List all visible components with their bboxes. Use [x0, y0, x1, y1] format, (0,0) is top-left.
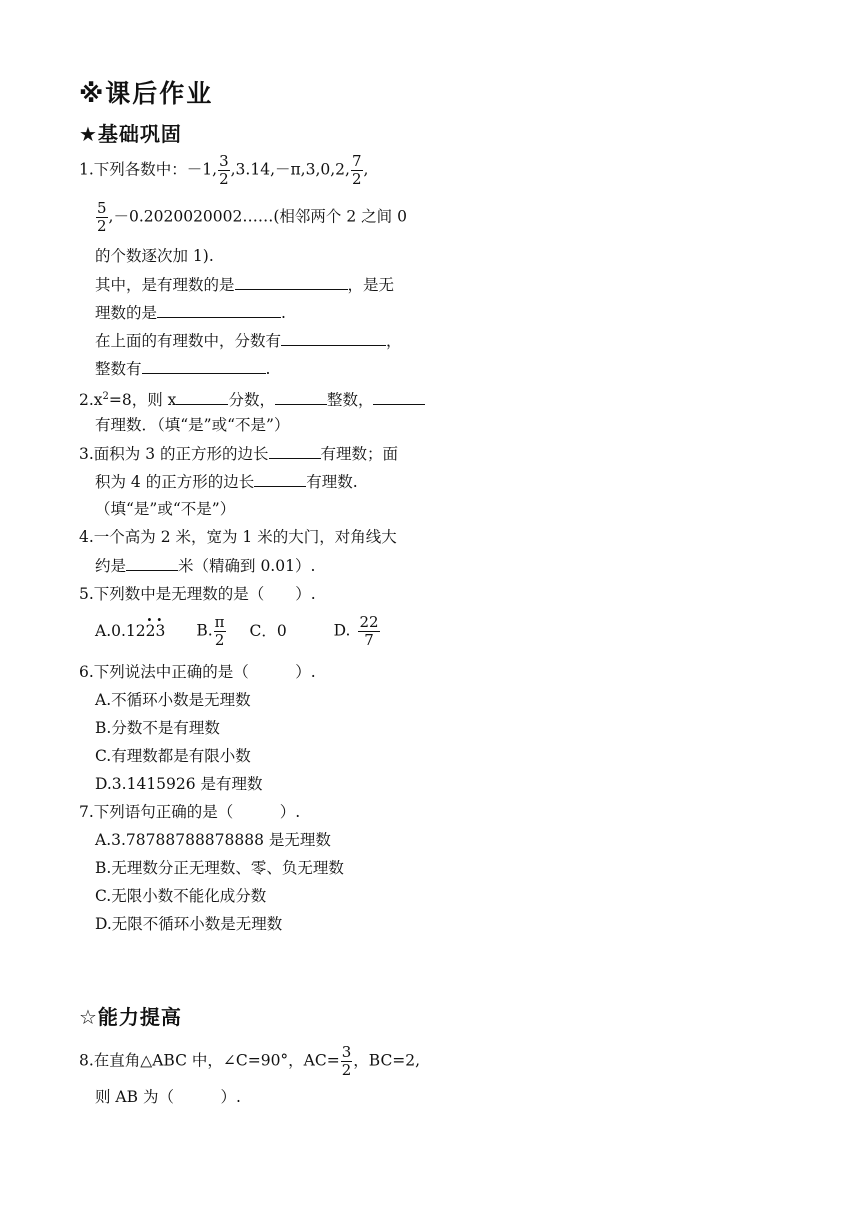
fraction-pi-2: $\frac{\pi}{2}$	[214, 613, 225, 649]
q5-option-c[interactable]: C．0	[249, 621, 287, 640]
q3-line2: 积为 4 的正方形的边长 有理数.	[95, 473, 358, 491]
answer-blank[interactable]	[235, 274, 348, 290]
q7-option-d[interactable]: D.无限不循环小数是无理数	[95, 915, 283, 933]
q6-option-b[interactable]: B.分数不是有理数	[95, 719, 220, 737]
fraction-7-2: $\frac{7}{2}$	[351, 152, 362, 188]
fraction-3-2: $\frac{3}{2}$	[219, 152, 229, 188]
q5-stem: 5.下列数中是无理数的是（ ）.	[79, 585, 316, 603]
q6-stem: 6.下列说法中正确的是（ ）.	[79, 663, 316, 681]
q7-stem: 7.下列语句正确的是（ ）.	[79, 803, 301, 821]
section-heading-basic: ★基础巩固	[79, 122, 182, 146]
q6-option-c[interactable]: C.有理数都是有限小数	[95, 747, 251, 765]
fraction-22-7: $\frac{22}{7}$	[359, 613, 379, 649]
section-heading-advanced: ☆能力提高	[79, 1005, 182, 1029]
fraction-3-2: $\frac{3}{2}$	[341, 1043, 352, 1079]
q3-line1: 3.面积为 3 的正方形的边长 有理数；面	[79, 445, 399, 463]
q5-option-a[interactable]: A.0.12· 2· 3	[95, 621, 165, 641]
q1-line7: 整数有 .	[95, 360, 271, 378]
answer-blank[interactable]	[254, 471, 306, 487]
answer-blank[interactable]	[126, 555, 178, 571]
answer-blank[interactable]	[142, 358, 266, 374]
page-title: ※课后作业	[79, 79, 214, 108]
q5-option-d[interactable]: D. $\frac{22}{7}$	[333, 613, 379, 649]
q1-line1: 1.下列各数中：－1, $\frac{3}{2}$ ,3.14,－π,3,0,2, $\frac{7}{2}$ ,	[79, 152, 369, 188]
answer-blank[interactable]	[157, 302, 281, 318]
q1-line2: $\frac{5}{2}$ ,－0.2020020002……(相邻两个 2 之间 0	[97, 199, 407, 235]
answer-blank[interactable]	[269, 443, 321, 459]
q6-option-a[interactable]: A.不循环小数是无理数	[95, 691, 251, 709]
q1-line6: 在上面的有理数中，分数有 ，	[95, 332, 402, 350]
q1-line5: 理数的是 .	[95, 304, 286, 322]
q5-option-b[interactable]: B. $\frac{\pi}{2}$	[196, 613, 225, 649]
q2-line2: 有理数．（填“是”或“不是”）	[95, 416, 290, 434]
q5-options	[95, 614, 381, 649]
q2-line1: $2.x^2=8$，则 x 分数， 整数，	[79, 387, 425, 410]
answer-blank[interactable]	[176, 389, 228, 405]
q6-option-d[interactable]: D.3.1415926 是有理数	[95, 775, 263, 793]
q7-option-c[interactable]: C.无限小数不能化成分数	[95, 887, 267, 905]
q3-line3: （填“是”或“不是”）	[95, 500, 236, 518]
q8-line2: 则 AB 为（ ）.	[95, 1088, 241, 1106]
answer-blank[interactable]	[275, 389, 327, 405]
q1-line3: 的个数逐次加 1).	[95, 247, 214, 265]
q8-line1: 8.在直角△ABC 中，∠C=90°，AC= $\frac{3}{2}$ ，BC=2,	[79, 1043, 421, 1079]
q4-line2: 约是 米（精确到 0.01）.	[95, 557, 316, 575]
q4-line1: 4.一个高为 2 米，宽为 1 米的大门，对角线大	[79, 528, 397, 546]
q7-option-a[interactable]: A.3.78788788878888 是无理数	[95, 831, 331, 849]
q1-line4: 其中，是有理数的是 ，是无	[95, 276, 395, 294]
answer-blank[interactable]	[281, 330, 386, 346]
answer-blank[interactable]	[373, 389, 425, 405]
fraction-5-2: $\frac{5}{2}$	[97, 199, 107, 235]
q7-option-b[interactable]: B.无理数分正无理数、零、负无理数	[95, 859, 344, 877]
